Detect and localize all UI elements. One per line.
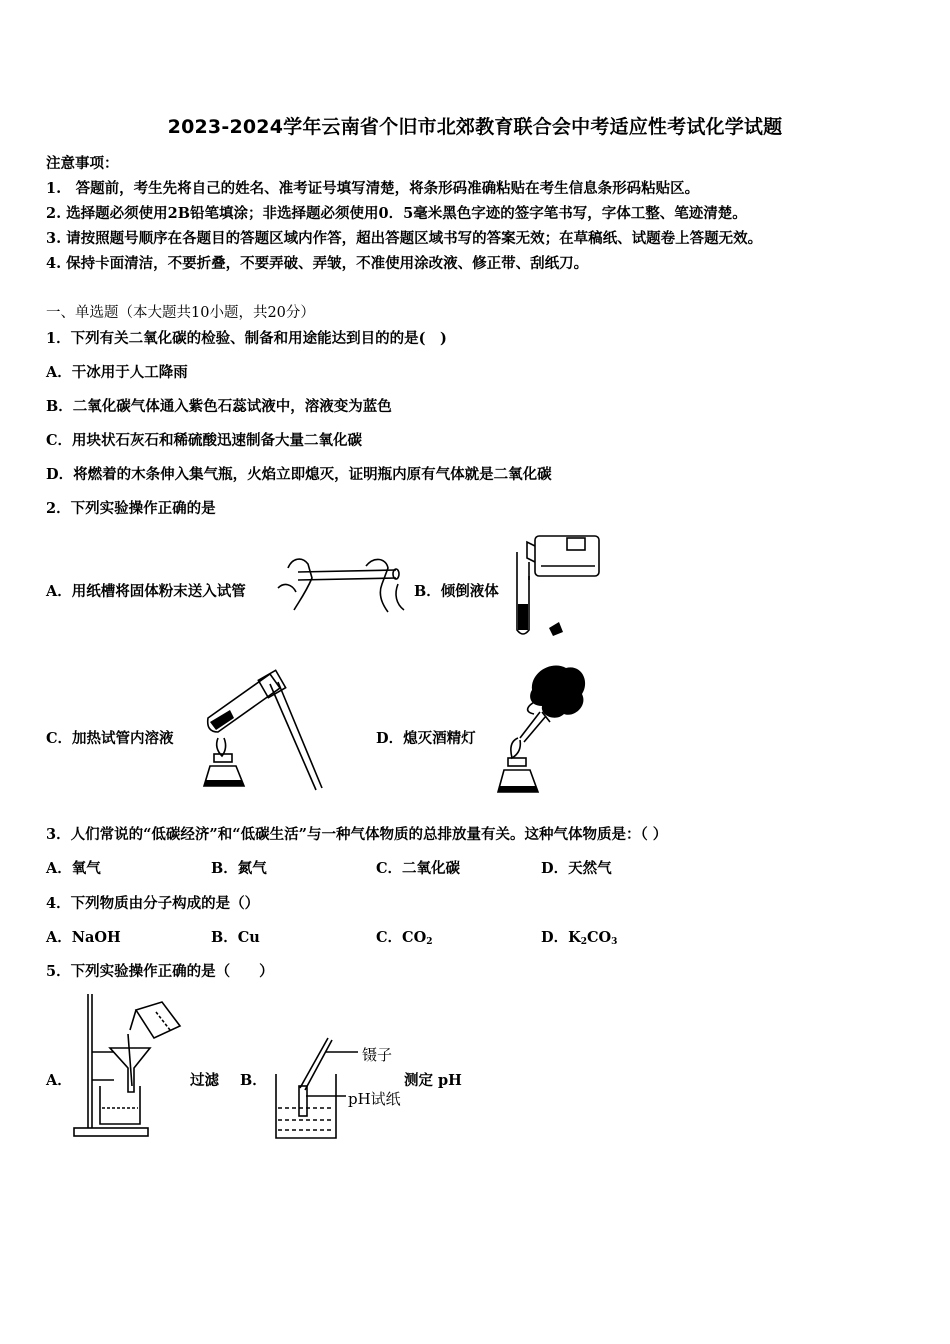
question-5-stem: 5．下列实验操作正确的是（ ） (46, 963, 274, 980)
question-4-option-c: C．$CO_2$ (376, 929, 433, 947)
question-3-option-d: D．天然气 (541, 860, 612, 877)
filtration-figure (70, 990, 190, 1140)
question-4-option-a: A．NaOH (46, 929, 121, 946)
question-1-option-d: D．将燃着的木条伸入集气瓶，火焰立即熄灭，证明瓶内原有气体就是二氧化碳 (46, 466, 552, 483)
question-2-option-b: B．倾倒液体 (414, 583, 499, 600)
notice-item: 3. 请按照题号顺序在各题目的答题区域内作答，超出答题区域书写的答案无效；在草稿纸、试题卷上答题无效。 (46, 230, 763, 247)
question-2-option-c: C．加热试管内溶液 (46, 730, 174, 747)
ph-caption: 测定 pH (404, 1072, 462, 1089)
question-1-option-b: B．二氧化碳气体通入紫色石蕊试液中，溶液变为蓝色 (46, 398, 392, 415)
question-2-option-a: A．用纸槽将固体粉末送入试管 (46, 583, 246, 600)
tweezers-label: 镊子 (362, 1046, 393, 1064)
notice-item: 4. 保持卡面清洁，不要折叠，不要弄破、弄皱，不准使用涂改液、修正带、刮纸刀。 (46, 255, 589, 272)
extinguish-lamp-figure (490, 660, 600, 798)
question-4-stem: 4．下列物质由分子构成的是（） (46, 895, 260, 912)
pouring-liquid-figure (505, 532, 605, 642)
notice-item: 2. 选择题必须使用2B铅笔填涂；非选择题必须使用0．5毫米黑色字迹的签字笔书写，字体工整、笔迹清楚。 (46, 205, 747, 222)
section-heading: 一、单选题（本大题共10小题，共20分） (46, 305, 315, 321)
question-5-option-a-label: A． (46, 1072, 72, 1089)
question-5-option-b-label: B． (240, 1072, 267, 1089)
question-1-option-c: C．用块状石灰石和稀硫酸迅速制备大量二氧化碳 (46, 432, 363, 449)
question-3-option-c: C．二氧化碳 (376, 860, 461, 877)
question-3-stem: 3．人们常说的“低碳经济”和“低碳生活”与一种气体物质的总排放量有关。这种气体物质是：（ ） (46, 826, 668, 843)
heating-test-tube-figure (200, 664, 330, 794)
question-2-stem: 2．下列实验操作正确的是 (46, 500, 216, 517)
notice-heading: 注意事项： (46, 155, 119, 172)
question-3-option-b: B．氮气 (211, 860, 267, 877)
page-title: 2023-2024学年云南省个旧市北郊教育联合会中考适应性考试化学试题 (167, 116, 783, 138)
question-3-option-a: A．氧气 (46, 860, 101, 877)
question-1-option-a: A．干冰用于人工降雨 (46, 364, 188, 381)
notice-item: 1. 答题前，考生先将自己的姓名、准考证号填写清楚，将条形码准确粘贴在考生信息条形码粘贴区。 (46, 180, 700, 197)
filtration-caption: 过滤 (190, 1072, 219, 1089)
paper-trough-powder-figure (278, 548, 408, 618)
question-4-option-d: D．$K_2CO_3$ (541, 929, 618, 947)
question-1-stem: 1．下列有关二氧化碳的检验、制备和用途能达到目的的是( ) (46, 330, 447, 347)
question-2-option-d: D．熄灭酒精灯 (376, 730, 476, 747)
question-4-option-b: B．Cu (211, 929, 260, 946)
ph-paper-label: pH试纸 (348, 1090, 401, 1108)
